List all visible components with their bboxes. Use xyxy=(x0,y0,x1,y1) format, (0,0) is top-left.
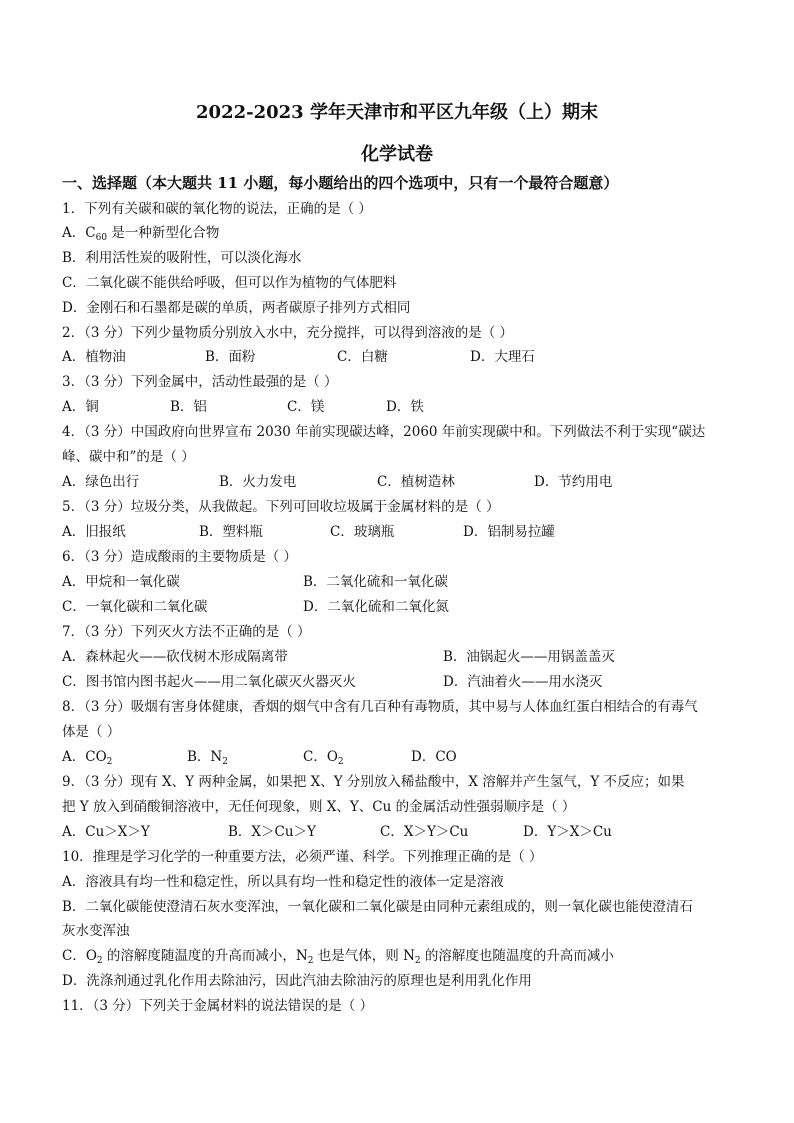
q9-option-a: A．Cu＞X＞Y xyxy=(62,824,150,840)
q1-option-d: D．金刚石和石墨都是碳的单质，两者碳原子排列方式相同 xyxy=(62,300,411,316)
q3-stem: 3．（3 分）下列金属中，活动性最强的是（ ） xyxy=(62,374,338,390)
exam-subtitle: 化学试卷 xyxy=(361,144,433,165)
q4-option-a: A．绿色出行 xyxy=(62,474,140,490)
q3-option-d: D．铁 xyxy=(386,399,424,415)
q6-option-b: B．二氧化硫和一氧化碳 xyxy=(303,574,448,590)
section-heading: 一、选择题（本大题共 11 小题，每小题给出的四个选项中，只有一个最符合题意） xyxy=(62,174,619,192)
q6-option-d: D．二氧化硫和二氧化氮 xyxy=(303,599,449,615)
q3-option-a: A．铜 xyxy=(62,399,99,415)
q9-option-b: B．X＞Cu＞Y xyxy=(228,824,316,840)
q9-stem-line1: 9．（3 分）现有 X、Y 两种金属，如果把 X、Y 分别放入稀盐酸中，X 溶解并产生氢气，Y 不反应；如果 xyxy=(62,774,685,790)
q2-option-a: A．植物油 xyxy=(62,349,126,365)
q8-option-c: C．$O_2$ xyxy=(303,749,344,767)
q2-option-b: B．面粉 xyxy=(205,349,256,365)
q4-option-c: C．植树造林 xyxy=(377,474,455,490)
q10-option-b-line2: 灰水变浑浊 xyxy=(62,923,130,939)
q5-option-b: B．塑料瓶 xyxy=(199,524,263,540)
q11-stem: 11．（3 分）下列关于金属材料的说法错误的是（ ） xyxy=(62,998,374,1014)
q6-option-c: C．一氧化碳和二氧化碳 xyxy=(62,599,208,615)
q8-stem-line2: 体是（ ） xyxy=(62,724,121,740)
q7-option-c: C．图书馆内图书起火——用二氧化碳灭火器灭火 xyxy=(62,674,356,690)
q7-option-d: D．汽油着火——用水浇灭 xyxy=(443,674,603,690)
q5-option-a: A．旧报纸 xyxy=(62,524,126,540)
q9-stem-line2: 把 Y 放入到硝酸铜溶液中，无任何现象，则 X、Y、Cu 的金属活动性强弱顺序是（ ） xyxy=(62,799,576,815)
exam-title: 2022-2023 学年天津市和平区九年级（上）期末 xyxy=(196,102,598,123)
q3-option-b: B．铝 xyxy=(170,399,207,415)
q3-option-c: C．镁 xyxy=(287,399,325,415)
q7-stem: 7．（3 分）下列灭火方法不正确的是（ ） xyxy=(62,624,311,640)
q10-option-c: C．$O_2$ 的溶解度随温度的升高而减小，$N_2$ 也是气体，则 $N_2$ 的溶解度也随温度的升高而减小 xyxy=(62,948,614,966)
q2-option-c: C．白糖 xyxy=(337,349,388,365)
q6-stem: 6．（3 分）造成酸雨的主要物质是（ ） xyxy=(62,549,298,565)
q8-stem-line1: 8．（3 分）吸烟有害身体健康，香烟的烟气中含有几百种有毒物质，其中易与人体血红蛋白相结合的有毒气 xyxy=(62,699,698,715)
q7-option-b: B．油锅起火——用锅盖盖灭 xyxy=(443,649,615,665)
q5-stem: 5．（3 分）垃圾分类，从我做起。下列可回收垃圾属于金属材料的是（ ） xyxy=(62,499,500,515)
q1-option-b: B．利用活性炭的吸附性，可以淡化海水 xyxy=(62,250,302,266)
q2-stem: 2．（3 分）下列少量物质分别放入水中，充分搅拌，可以得到溶液的是（ ） xyxy=(62,325,514,341)
q10-option-a: A．溶液具有均一性和稳定性，所以具有均一性和稳定性的液体一定是溶液 xyxy=(62,874,504,890)
q5-option-c: C．玻璃瓶 xyxy=(330,524,395,540)
q4-stem-line1: 4．（3 分）中国政府向世界宣布 2030 年前实现碳达峰，2060 年前实现碳中和。下列做法不利于实现“碳达 xyxy=(62,424,706,440)
q4-option-b: B．火力发电 xyxy=(219,474,297,490)
q9-option-c: C．X＞Y＞Cu xyxy=(380,824,469,840)
q10-stem: 10．推理是学习化学的一种重要方法，必须严谨、科学。下列推理正确的是（ ） xyxy=(62,849,543,865)
q1-stem: 1．下列有关碳和碳的氧化物的说法，正确的是（ ） xyxy=(62,201,372,217)
q4-option-d: D．节约用电 xyxy=(534,474,613,490)
q5-option-d: D．铝制易拉罐 xyxy=(463,524,555,540)
q8-option-d: D．CO xyxy=(411,749,457,765)
q2-option-d: D．大理石 xyxy=(470,349,535,365)
q4-stem-line2: 峰、碳中和”的是（ ） xyxy=(62,449,195,465)
q6-option-a: A．甲烷和一氧化碳 xyxy=(62,574,180,590)
q10-option-d: D．洗涤剂通过乳化作用去除油污，因此汽油去除油污的原理也是利用乳化作用 xyxy=(62,973,532,989)
q8-option-b: B．$N_2$ xyxy=(187,749,228,767)
q7-option-a: A．森林起火——砍伐树木形成隔离带 xyxy=(62,649,288,665)
q1-option-c: C．二氧化碳不能供给呼吸，但可以作为植物的气体肥料 xyxy=(62,275,397,291)
q1-option-a: A．$C_{60}$ 是一种新型化合物 xyxy=(62,225,220,243)
q10-option-b-line1: B．二氧化碳能使澄清石灰水变浑浊，一氧化碳和二氧化碳是由同种元素组成的，则一氧化碳也能使澄清石 xyxy=(62,899,693,915)
q9-option-d: D．Y＞X＞Cu xyxy=(523,824,612,840)
q8-option-a: A．$CO_2$ xyxy=(62,749,113,767)
